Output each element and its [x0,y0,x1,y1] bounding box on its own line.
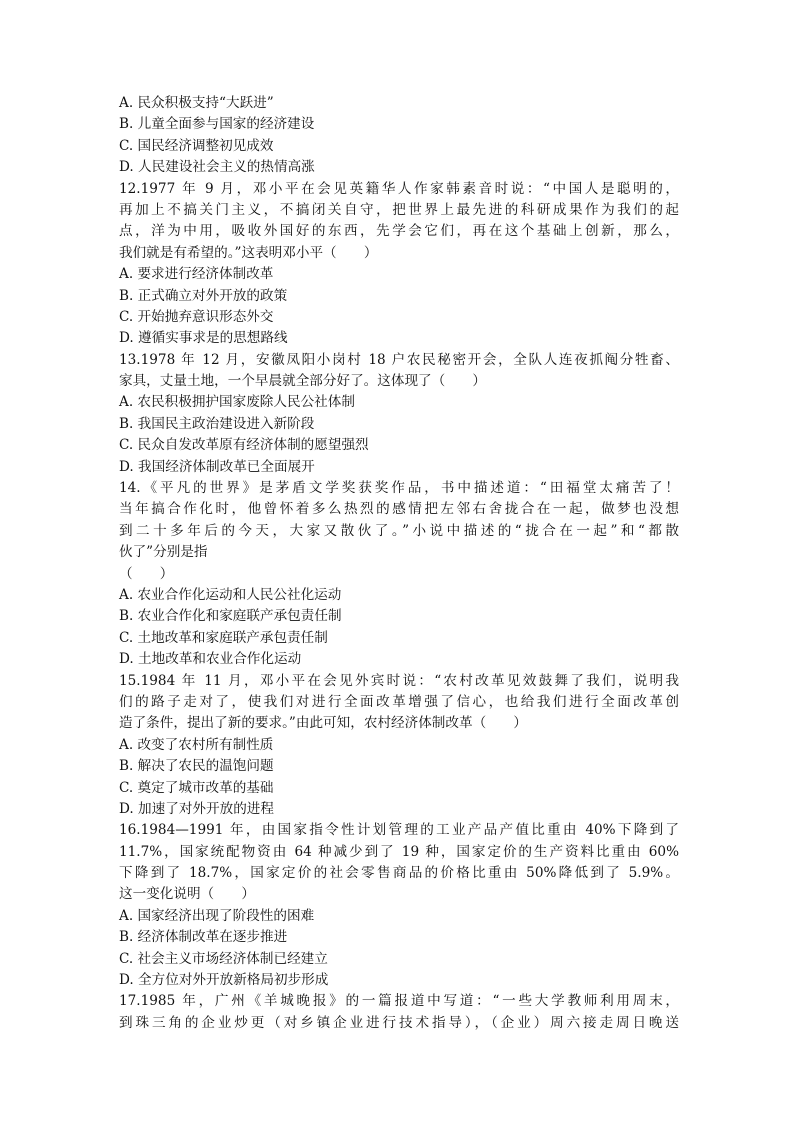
answer-option-line: C. 民众自发改革原有经济体制的愿望强烈 [119,437,369,454]
answer-option-line: C. 土地改革和家庭联产承包责任制 [119,629,328,646]
question-text-line: 造了条件，提出了新的要求。”由此可知，农村经济体制改革（ ） [119,715,527,732]
document-page [119,93,679,1034]
answer-option-line: B. 经济体制改革在逐步推进 [119,929,288,946]
answer-option-line: D. 人民建设社会主义的热情高涨 [119,159,315,176]
question-text-line: 家具，丈量土地，一个早晨就全部分好了。这体现了（ ） [119,373,487,390]
question-text-line: 当年搞合作化时，他曾怀着多么热烈的感情把左邻右舍拢合在一起，做梦也没想 [119,501,679,518]
question-text-line: 们的路子走对了，使我们对进行全面改革增强了信心，也给我们进行全面改革创 [119,693,679,710]
answer-option-line: D. 全方位对外开放新格局初步形成 [119,972,329,989]
question-text-line: 到珠三角的企业炒更（对乡镇企业进行技术指导），（企业）周六接走周日晚送 [119,1014,679,1031]
question-text-line: 12.1977 年 9 月，邓小平在会见英籍华人作家韩素音时说：“中国人是聪明的， [119,180,679,197]
answer-option-line: A. 民众积极支持“大跃进” [119,95,274,111]
answer-option-line: C. 社会主义市场经济体制已经建立 [119,950,328,967]
answer-option-line: B. 我国民主政治建设进入新阶段 [119,415,315,432]
answer-option-line: D. 加速了对外开放的进程 [119,800,274,817]
answer-option-line: D. 遵循实事求是的思想路线 [119,330,288,347]
question-text-line: 点，洋为中用，吸收外国好的东西，先学会它们，再在这个基础上创新，那么， [119,223,679,240]
question-text-line: 伙了”分别是指 [119,544,208,561]
answer-option-line: A. 改变了农村所有制性质 [119,736,274,753]
answer-option-line: B. 儿童全面参与国家的经济建设 [119,116,315,133]
question-text-line: 14.《平凡的世界》是茅盾文学奖获奖作品，书中描述道：“田福堂太痛苦了！ [119,480,679,497]
answer-option-line: D. 我国经济体制改革已全面展开 [119,458,315,475]
question-text-line: 13.1978 年 12 月，安徽凤阳小岗村 18 户农民秘密开会，全队人连夜抓阄分牲畜、 [119,351,679,368]
answer-option-line: B. 解决了农民的温饱问题 [119,758,274,775]
answer-option-line: C. 国民经济调整初见成效 [119,137,274,154]
answer-option-line: A. 国家经济出现了阶段性的困难 [119,907,315,924]
answer-option-line: D. 土地改革和农业合作化运动 [119,651,302,668]
question-text-line: 到二十多年后的今天，大家又散伙了。”小说中描述的“拢合在一起”和“都散 [119,522,679,539]
answer-option-line: A. 农民积极拥护国家废除人民公社体制 [119,394,355,411]
answer-option-line: B. 农业合作化和家庭联产承包责任制 [119,608,342,625]
answer-option-line: C. 奠定了城市改革的基础 [119,779,274,796]
question-text-line: 16.1984—1991 年，由国家指令性计划管理的工业产品产值比重由 40%下降到了 [119,822,679,839]
answer-option-line: C. 开始抛弃意识形态外交 [119,308,274,325]
question-text-line: 17.1985 年，广州《羊城晚报》的一篇报道中写道：“一些大学教师利用周末， [119,993,679,1010]
answer-option-line: A. 农业合作化运动和人民公社化运动 [119,586,342,603]
question-text-line: 下降到了 18.7%，国家定价的社会零售商品的价格比重由 50%降低到了 5.9%。 [119,865,679,882]
question-text-line: 15.1984 年 11 月，邓小平在会见外宾时说：“农村改革见效鼓舞了我们，说明我 [119,672,679,689]
answer-option-line: B. 正式确立对外开放的政策 [119,287,288,304]
question-text-line: 再加上不搞关门主义，不搞闭关自守，把世界上最先进的科研成果作为我们的起 [119,201,679,218]
question-text-line: （ ） [119,565,174,582]
question-text-line: 这一变化说明（ ） [119,886,255,903]
question-text-line: 我们就是有希望的。”这表明邓小平（ ） [119,244,378,261]
question-text-line: 11.7%，国家统配物资由 64 种减少到了 19 种，国家定价的生产资料比重由 60% [119,843,679,860]
answer-option-line: A. 要求进行经济体制改革 [119,266,274,283]
